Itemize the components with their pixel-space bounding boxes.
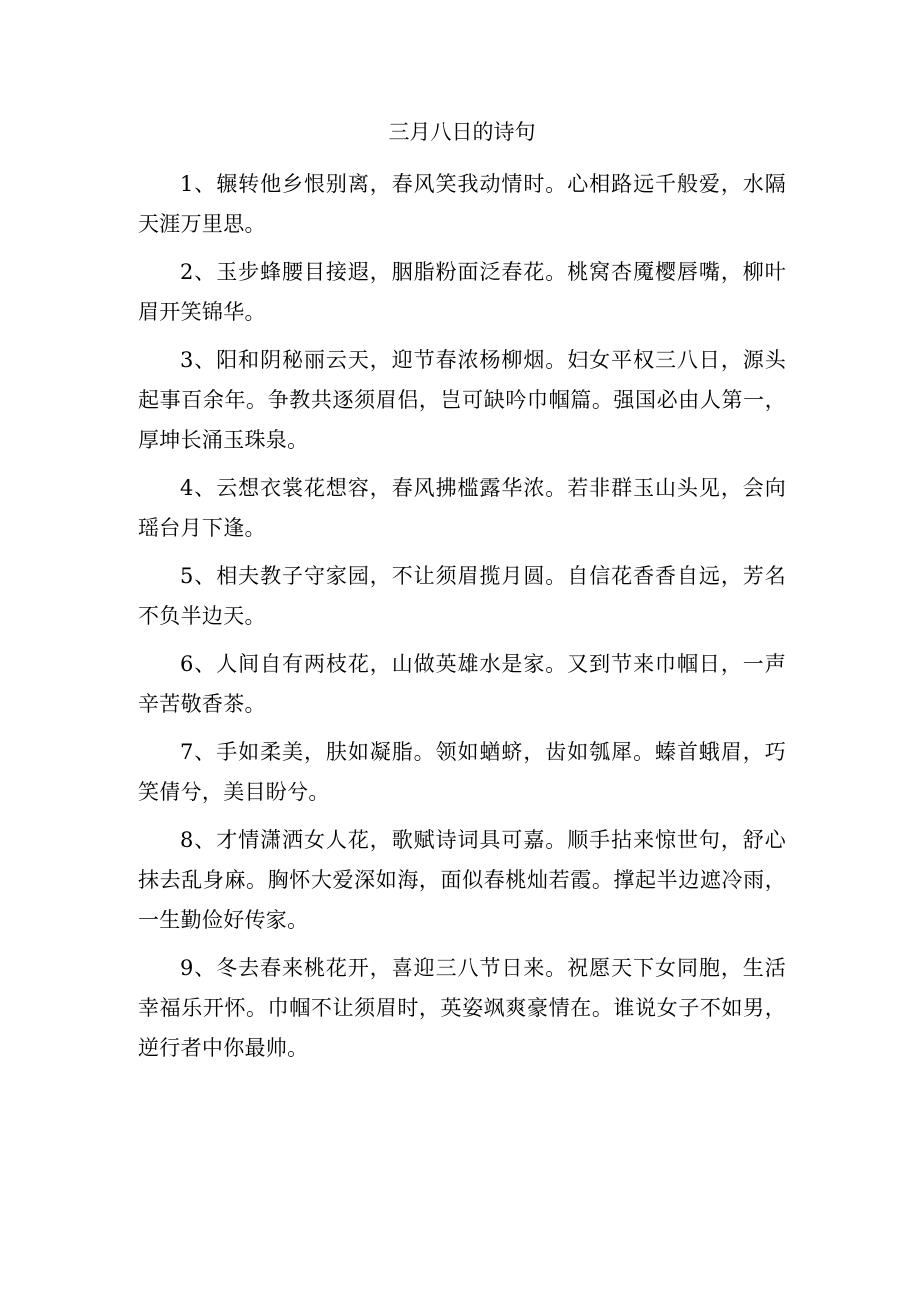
poem-paragraph-7: 7、手如柔美，肤如凝脂。领如蝤蛴，齿如瓠犀。螓首蛾眉，巧笑倩兮，美目盼兮。 <box>138 740 786 804</box>
poem-paragraph-2: 2、玉步蜂腰目接遐，胭脂粉面泛春花。桃窝杏魇樱唇嘴，柳叶眉开笑锦华。 <box>138 260 786 324</box>
document-body <box>138 112 786 1076</box>
poem-paragraph-9: 9、冬去春来桃花开，喜迎三八节日来。祝愿天下女同胞，生活幸福乐开怀。巾帼不让须眉时，英姿飒爽豪情在。谁说女子不如男，逆行者中你最帅。 <box>138 956 786 1060</box>
poem-paragraph-4: 4、云想衣裳花想容，春风拂槛露华浓。若非群玉山头见，会向瑶台月下逢。 <box>138 476 786 540</box>
poem-paragraph-8: 8、才情潇洒女人花，歌赋诗词具可嘉。顺手拈来惊世句，舒心抹去乱身麻。胸怀大爱深如海，面似春桃灿若霞。撑起半边遮冷雨，一生勤俭好传家。 <box>138 828 786 932</box>
poem-paragraph-5: 5、相夫教子守家园，不让须眉揽月圆。自信花香香自远，芳名不负半边天。 <box>138 564 786 628</box>
page-title: 三月八日的诗句 <box>388 120 536 144</box>
poem-paragraph-6: 6、人间自有两枝花，山做英雄水是家。又到节来巾帼日，一声辛苦敬香茶。 <box>138 652 786 716</box>
poem-paragraph-3: 3、阳和阴秘丽云天，迎节春浓杨柳烟。妇女平权三八日，源头起事百余年。争教共逐须眉侣，岂可缺吟巾帼篇。强国必由人第一，厚坤长涌玉珠泉。 <box>138 348 786 452</box>
poem-paragraph-1: 1、辗转他乡恨别离，春风笑我动情时。心相路远千般爱，水隔天涯万里思。 <box>138 172 786 236</box>
